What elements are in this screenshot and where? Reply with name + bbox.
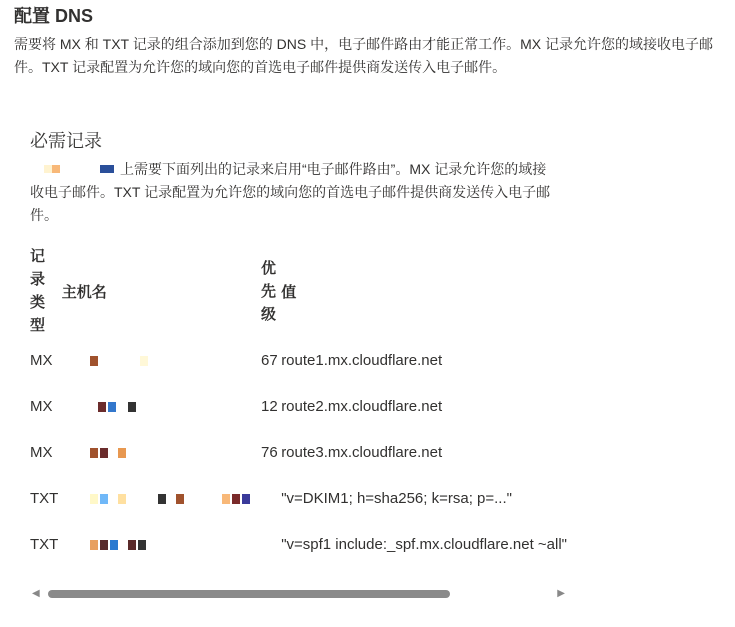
section-title: 必需记录 <box>30 131 102 151</box>
table-header-row <box>30 245 567 337</box>
record-value[interactable]: route1.mx.cloudflare.net <box>281 351 443 369</box>
table-row <box>30 383 567 429</box>
record-priority: 12 <box>260 397 278 415</box>
record-type: MX <box>30 443 53 461</box>
header-char: 录 <box>30 271 46 288</box>
record-priority <box>261 475 281 521</box>
redacted-hostname <box>62 475 261 521</box>
header-value: 值 <box>281 283 297 301</box>
page-title: 配置 DNS <box>14 6 94 26</box>
section-description <box>30 158 560 227</box>
section-description-text: 上需要下面列出的记录来启用“电子邮件路由”。MX 记录允许您的域接收电子邮件。TXT 记录配置为允许您的域向您的首选电子邮件提供商发送传入电子邮件。 <box>30 161 551 223</box>
record-value[interactable]: "v=spf1 include:_spf.mx.cloudflare.net ~all" <box>281 535 567 553</box>
dns-records-table <box>30 245 567 567</box>
header-hostname: 主机名 <box>61 283 107 301</box>
redacted-hostname <box>62 337 261 383</box>
record-type: MX <box>30 397 53 415</box>
record-priority: 76 <box>260 443 278 461</box>
record-priority <box>261 521 281 567</box>
record-value[interactable]: route2.mx.cloudflare.net <box>281 397 443 415</box>
header-char: 先 <box>260 282 276 300</box>
redacted-hostname <box>62 521 261 567</box>
header-record-type <box>30 245 62 337</box>
redacted-domain <box>30 165 120 175</box>
table-row <box>30 521 567 567</box>
scroll-left-arrow-icon[interactable]: ◀ <box>32 588 40 599</box>
record-value[interactable]: "v=DKIM1; h=sha256; k=rsa; p=..." <box>281 489 512 507</box>
header-priority <box>261 245 281 337</box>
header-char: 级 <box>260 305 276 323</box>
redacted-hostname <box>62 429 261 475</box>
dns-records-table-container[interactable] <box>30 245 567 575</box>
table-row <box>30 475 567 521</box>
required-records-section <box>30 128 567 227</box>
table-row <box>30 429 567 475</box>
record-value[interactable]: route3.mx.cloudflare.net <box>281 443 443 461</box>
page-description: 需要将 MX 和 TXT 记录的组合添加到您的 DNS 中，电子邮件路由才能正常工作。MX 记录允许您的域接收电子邮件。TXT 记录配置为允许您的域向您的首选电子邮件提供商发送传入电子邮件。 <box>14 36 713 75</box>
record-priority: 67 <box>260 351 278 369</box>
scroll-right-arrow-icon[interactable]: ▶ <box>557 588 565 599</box>
table-row <box>30 337 567 383</box>
scrollbar-thumb[interactable] <box>48 590 450 598</box>
horizontal-scrollbar[interactable] <box>30 586 567 602</box>
header-char: 型 <box>30 317 46 334</box>
header-char: 类 <box>30 294 46 311</box>
record-type: TXT <box>30 535 59 553</box>
redacted-hostname <box>62 383 261 429</box>
record-type: MX <box>30 351 53 369</box>
header-char: 优 <box>260 259 276 277</box>
record-type: TXT <box>30 489 59 507</box>
header-char: 记 <box>30 248 46 265</box>
